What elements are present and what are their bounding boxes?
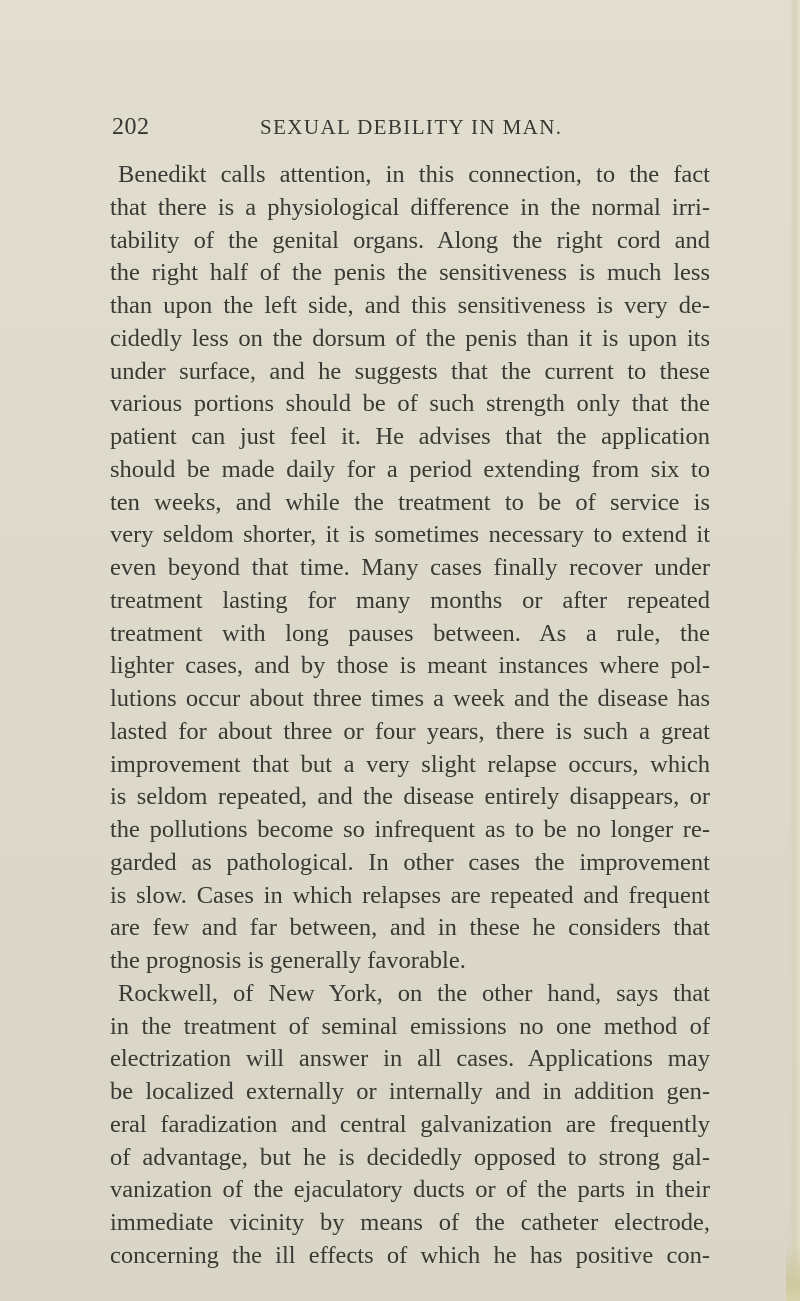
text-line: are few and far between, and in these he considers that xyxy=(110,914,710,942)
text-line: treatment lasting for many months or after repeated xyxy=(110,586,710,614)
text-line: the prognosis is generally favorable. xyxy=(110,947,466,974)
text-line: that there is a physiological difference in the normal irri- xyxy=(110,193,710,221)
running-head xyxy=(112,114,712,144)
text-line: the right half of the penis the sensitiveness is much less xyxy=(110,259,710,287)
text-line: treatment with long pauses between. As a rule, the xyxy=(110,619,710,647)
page-corner-curl xyxy=(786,1241,800,1301)
text-line: tability of the genital organs. Along the right cord and xyxy=(110,226,710,254)
text-line: should be made daily for a period extending from six to xyxy=(110,455,710,483)
text-line: lighter cases, and by those is meant instances where pol- xyxy=(110,652,710,680)
text-line: the pollutions become so infrequent as to be no longer re- xyxy=(110,816,710,843)
text-line: cidedly less on the dorsum of the penis than it is upon its xyxy=(110,324,710,352)
text-line: vanization of the ejaculatory ducts or of the parts in their xyxy=(110,1176,710,1204)
text-line: be localized externally or internally and in addition gen- xyxy=(110,1078,710,1105)
text-line: than upon the left side, and this sensitiveness is very de- xyxy=(110,292,710,319)
text-line: under surface, and he suggests that the current to these xyxy=(110,357,710,385)
text-line: very seldom shorter, it is sometimes necessary to extend it xyxy=(110,521,710,549)
running-title: SEXUAL DEBILITY IN MAN. xyxy=(260,115,563,139)
text-line: lasted for about three or four years, there is such a great xyxy=(110,717,710,745)
text-line: Benedikt calls attention, in this connection, to the fact xyxy=(118,161,710,188)
text-line: various portions should be of such strength only that the xyxy=(110,390,710,418)
page-number: 202 xyxy=(112,114,150,140)
text-line: is seldom repeated, and the disease entirely disappears, or xyxy=(110,783,710,811)
text-line: garded as pathological. In other cases the improvement xyxy=(110,848,710,876)
body-text xyxy=(110,159,710,1273)
text-line: patient can just feel it. He advises that the application xyxy=(110,423,710,450)
page-edge xyxy=(790,0,800,1301)
text-line: eral faradization and central galvanization are frequently xyxy=(110,1110,710,1138)
text-line: electrization will answer in all cases. Applications may xyxy=(110,1045,710,1073)
text-line: of advantage, but he is decidedly opposed to strong gal- xyxy=(110,1143,710,1171)
text-line: even beyond that time. Many cases finally recover under xyxy=(110,554,710,581)
text-line: lutions occur about three times a week and the disease has xyxy=(110,685,710,712)
text-line: ten weeks, and while the treatment to be of service is xyxy=(110,488,710,516)
text-line: improvement that but a very slight relapse occurs, which xyxy=(110,750,710,778)
text-line: concerning the ill effects of which he has positive con- xyxy=(110,1241,710,1269)
text-line: in the treatment of seminal emissions no one method of xyxy=(110,1012,710,1040)
text-line: immediate vicinity by means of the catheter electrode, xyxy=(110,1209,710,1236)
text-line: is slow. Cases in which relapses are repeated and frequent xyxy=(110,881,710,909)
text-line: Rockwell, of New York, on the other hand, says that xyxy=(118,979,710,1007)
